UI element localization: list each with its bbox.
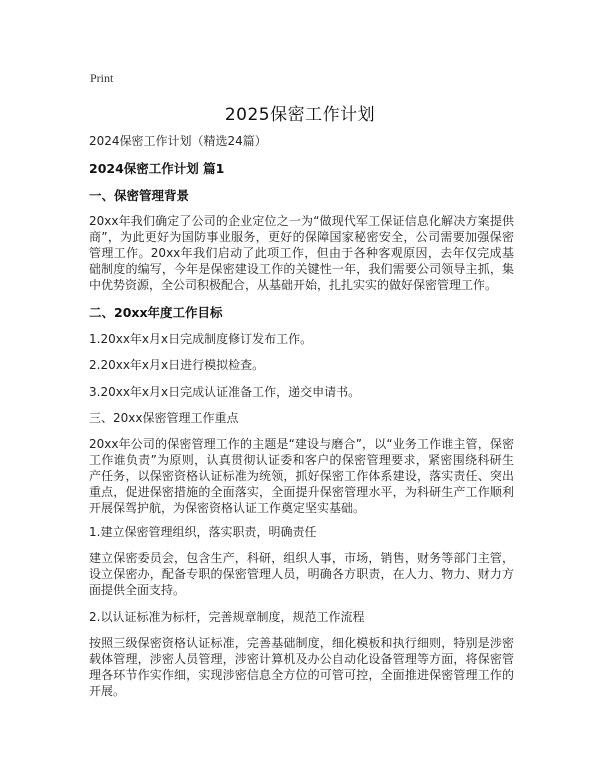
paragraph-organization xyxy=(89,550,514,598)
paragraph-text: 按照三级保密资格认证标准，完善基础制度，细化模板和执行细则，特别是涉密载体管理，涉密人员管理，涉密计算机及办公自动化设备管理等方面，将保密管理各环节作实作细，实现涉密信息全方位的可管可控，全面推进保密管理工作的开展。 xyxy=(89,636,514,698)
document-title: 2025保密工作计划 xyxy=(224,105,376,125)
document-subtitle: 2024保密工作计划（精选24篇） xyxy=(89,134,267,148)
paragraph-text: 20xx年公司的保密管理工作的主题是“建设与磨合”，以“业务工作谁主管，保密工作谁负责”为原则，认真贯彻认证委和客户的保密管理要求，紧密围绕科研生产任务，以保密资格认证标准为统领，抓好保密工作体系建设，落实责任、突出重点，促进保密措施的全面落实，全面提升保密管理水平，为科研生产工作顺利开展保驾护航，为保密资格认证工作奠定坚实基础。 xyxy=(89,437,514,515)
paragraph-background xyxy=(89,213,514,293)
subheading-standards: 2.以认证标准为标杆，完善规章制度，规范工作流程 xyxy=(89,610,365,624)
heading-background: 一、保密管理背景 xyxy=(89,188,190,203)
heading-focus: 三、20xx保密管理工作重点 xyxy=(89,411,239,425)
goal-item: 1.20xx年x月x日完成制度修订发布工作。 xyxy=(89,332,313,346)
goal-item: 3.20xx年x月x日完成认证准备工作，递交申请书。 xyxy=(89,385,361,399)
section-title: 2024保密工作计划 篇1 xyxy=(89,161,225,176)
paragraph-standards xyxy=(89,635,514,699)
goal-item: 2.20xx年x月x日进行模拟检查。 xyxy=(89,358,265,372)
paragraph-text: 20xx年我们确定了公司的企业定位之一为“做现代军工保证信息化解决方案提供商”，为此更好为国防事业服务，更好的保障国家秘密安全，公司需要加强保密管理工作。20xx年我们启动了此项工作，但由于各种客观原因，去年仅完成基础制度的编写，今年是保密建设工作的关键性一年，我们需要公司领导主抓，集中优势资源，全公司积极配合，从基础开始，扎扎实实的做好保密管理工作。 xyxy=(89,214,514,292)
print-label[interactable]: Print xyxy=(90,71,114,85)
paragraph-text: 建立保密委员会，包含生产，科研，组织人事，市场，销售，财务等部门主管，设立保密办，配备专职的保密管理人员，明确各方职责，在人力、物力、财力方面提供全面支持。 xyxy=(89,551,514,597)
paragraph-focus xyxy=(89,436,514,516)
subheading-organization: 1.建立保密管理组织，落实职责，明确责任 xyxy=(89,525,317,539)
heading-goals: 二、20xx年度工作目标 xyxy=(89,305,223,320)
